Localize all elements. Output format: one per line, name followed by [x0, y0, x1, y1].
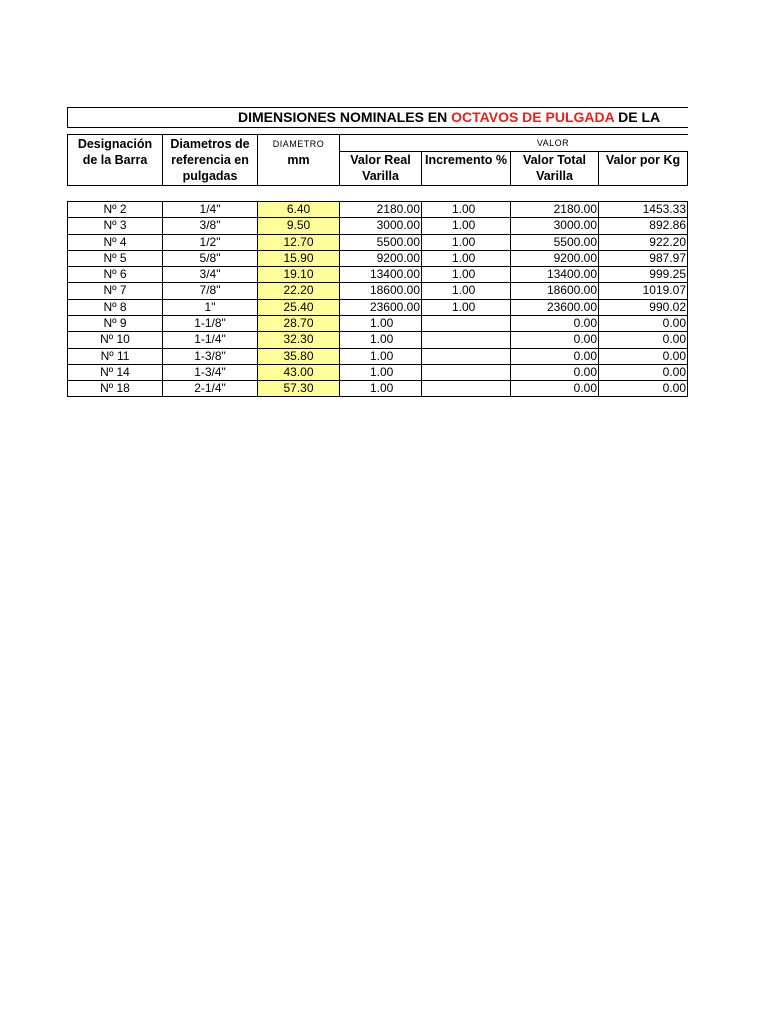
cell-pulgadas[interactable]: 2-1/4"	[163, 380, 258, 397]
header-diametros-line-2: referencia en	[171, 153, 249, 167]
cell-valor-kg[interactable]: 0.00	[599, 380, 688, 397]
header-diametro-top: DIAMETRO	[272, 139, 325, 149]
cell-valor-real[interactable]: 1.00	[340, 348, 422, 365]
cell-incremento[interactable]	[422, 348, 511, 365]
header-valor-kg-line-2: por Kg	[639, 153, 681, 167]
cell-valor-total[interactable]: 2180.00	[511, 201, 599, 218]
cell-valor-real[interactable]: 1.00	[340, 331, 422, 348]
cell-valor-kg[interactable]: 922.20	[599, 234, 688, 251]
cell-diametro-mm[interactable]: 32.30	[258, 331, 340, 348]
cell-barra[interactable]: Nº 2	[67, 201, 163, 218]
cell-diametro-mm[interactable]: 22.20	[258, 282, 340, 299]
cell-barra[interactable]: Nº 7	[67, 282, 163, 299]
table-body	[67, 201, 688, 397]
table-row	[67, 234, 688, 250]
cell-incremento[interactable]	[422, 364, 511, 381]
cell-valor-total[interactable]: 13400.00	[511, 266, 599, 283]
cell-incremento[interactable]	[422, 315, 511, 332]
cell-valor-real[interactable]: 1.00	[340, 364, 422, 381]
title-part-1: DIMENSIONES NOMINALES EN	[238, 109, 452, 125]
cell-pulgadas[interactable]: 1-3/4"	[163, 364, 258, 381]
cell-valor-total[interactable]: 3000.00	[511, 217, 599, 234]
table-row	[67, 380, 688, 396]
cell-barra[interactable]: Nº 3	[67, 217, 163, 234]
header-valor-real[interactable]	[340, 151, 422, 186]
header-valor-real-line-2: Varilla	[362, 169, 399, 183]
cell-valor-kg[interactable]: 1453.33	[599, 201, 688, 218]
cell-valor-real[interactable]: 13400.00	[340, 266, 422, 283]
cell-valor-kg[interactable]: 0.00	[599, 331, 688, 348]
cell-valor-real[interactable]: 9200.00	[340, 250, 422, 267]
table-row	[67, 331, 688, 347]
header-valor-real-line-1: Valor Real	[350, 153, 411, 167]
header-diametros-line-3: pulgadas	[182, 169, 238, 183]
cell-incremento[interactable]	[422, 380, 511, 397]
cell-pulgadas[interactable]: 5/8"	[163, 250, 258, 267]
cell-barra[interactable]: Nº 8	[67, 299, 163, 316]
cell-barra[interactable]: Nº 14	[67, 364, 163, 381]
cell-pulgadas[interactable]: 1-1/8"	[163, 315, 258, 332]
header-designacion-line-2: de la Barra	[82, 153, 148, 167]
cell-valor-kg[interactable]: 0.00	[599, 315, 688, 332]
cell-diametro-mm[interactable]: 6.40	[258, 201, 340, 218]
cell-valor-kg[interactable]: 999.25	[599, 266, 688, 283]
cell-valor-kg[interactable]: 990.02	[599, 299, 688, 316]
cell-diametro-mm[interactable]: 25.40	[258, 299, 340, 316]
cell-incremento[interactable]: 1.00	[422, 234, 511, 251]
header-incremento[interactable]	[422, 151, 511, 186]
cell-incremento[interactable]: 1.00	[422, 299, 511, 316]
cell-valor-total[interactable]: 0.00	[511, 331, 599, 348]
cell-valor-total[interactable]: 23600.00	[511, 299, 599, 316]
table-header	[67, 134, 688, 186]
cell-diametro-mm[interactable]: 35.80	[258, 348, 340, 365]
cell-valor-total[interactable]: 0.00	[511, 315, 599, 332]
header-diametro-mm[interactable]	[258, 134, 340, 186]
header-designacion-line-1: Designación	[77, 137, 153, 151]
cell-incremento[interactable]: 1.00	[422, 266, 511, 283]
cell-barra[interactable]: Nº 11	[67, 348, 163, 365]
table-title[interactable]	[67, 107, 688, 128]
cell-valor-real[interactable]: 1.00	[340, 315, 422, 332]
table-row	[67, 282, 688, 298]
header-valor-kg[interactable]	[599, 151, 688, 186]
cell-incremento[interactable]: 1.00	[422, 201, 511, 218]
header-valor-kg-line-1: Valor	[605, 153, 637, 167]
cell-barra[interactable]: Nº 5	[67, 250, 163, 267]
cell-valor-kg[interactable]: 0.00	[599, 348, 688, 365]
cell-diametro-mm[interactable]: 19.10	[258, 266, 340, 283]
cell-diametro-mm[interactable]: 28.70	[258, 315, 340, 332]
cell-diametro-mm[interactable]: 43.00	[258, 364, 340, 381]
cell-valor-total[interactable]: 18600.00	[511, 282, 599, 299]
cell-valor-total[interactable]: 0.00	[511, 348, 599, 365]
cell-diametro-mm[interactable]: 9.50	[258, 217, 340, 234]
cell-diametro-mm[interactable]: 15.90	[258, 250, 340, 267]
header-valor-total-line-2: Total Varilla	[536, 153, 586, 183]
cell-valor-kg[interactable]: 0.00	[599, 364, 688, 381]
cell-valor-total[interactable]: 5500.00	[511, 234, 599, 251]
cell-incremento[interactable]: 1.00	[422, 250, 511, 267]
cell-incremento[interactable]: 1.00	[422, 217, 511, 234]
cell-pulgadas[interactable]: 1"	[163, 299, 258, 316]
cell-valor-real[interactable]: 3000.00	[340, 217, 422, 234]
header-valor-total-line-1: Valor	[523, 153, 554, 167]
table-row	[67, 364, 688, 380]
table-row	[67, 201, 688, 217]
cell-barra[interactable]: Nº 18	[67, 380, 163, 397]
cell-pulgadas[interactable]: 1-3/8"	[163, 348, 258, 365]
title-part-2-highlighted: OCTAVOS DE PULGADA	[451, 109, 615, 125]
cell-valor-real[interactable]: 23600.00	[340, 299, 422, 316]
table-row	[67, 250, 688, 266]
cell-barra[interactable]: Nº 9	[67, 315, 163, 332]
cell-pulgadas[interactable]: 7/8"	[163, 282, 258, 299]
cell-valor-total[interactable]: 9200.00	[511, 250, 599, 267]
cell-barra[interactable]: Nº 10	[67, 331, 163, 348]
cell-diametro-mm[interactable]: 57.30	[258, 380, 340, 397]
cell-valor-total[interactable]: 0.00	[511, 364, 599, 381]
header-diametros-pulgadas[interactable]	[163, 134, 258, 186]
cell-barra[interactable]: Nº 4	[67, 234, 163, 251]
table-row	[67, 217, 688, 233]
cell-valor-kg[interactable]: 892.86	[599, 217, 688, 234]
cell-valor-real[interactable]: 18600.00	[340, 282, 422, 299]
cell-valor-kg[interactable]: 1019.07	[599, 282, 688, 299]
cell-valor-real[interactable]: 2180.00	[340, 201, 422, 218]
header-designacion[interactable]	[67, 134, 163, 186]
table-row	[67, 266, 688, 282]
cell-pulgadas[interactable]: 3/4"	[163, 266, 258, 283]
cell-pulgadas[interactable]: 1-1/4"	[163, 331, 258, 348]
cell-valor-total[interactable]: 0.00	[511, 380, 599, 397]
header-diametros-line-1: Diametros de	[170, 137, 250, 151]
cell-pulgadas[interactable]: 1/2"	[163, 234, 258, 251]
table-row	[67, 348, 688, 364]
cell-diametro-mm[interactable]: 12.70	[258, 234, 340, 251]
header-diametro-unit: mm	[287, 153, 310, 167]
title-part-3: DE LA	[614, 109, 661, 125]
header-incremento-line-2: %	[495, 153, 507, 167]
cell-incremento[interactable]	[422, 331, 511, 348]
header-incremento-line-1: Incremento	[425, 153, 493, 167]
cell-pulgadas[interactable]: 1/4"	[163, 201, 258, 218]
table-row	[67, 299, 688, 315]
cell-barra[interactable]: Nº 6	[67, 266, 163, 283]
cell-valor-real[interactable]: 1.00	[340, 380, 422, 397]
cell-pulgadas[interactable]: 3/8"	[163, 217, 258, 234]
header-valor-group[interactable]: VALOR	[340, 134, 688, 152]
table-row	[67, 315, 688, 331]
spreadsheet-sheet	[67, 107, 688, 399]
cell-valor-kg[interactable]: 987.97	[599, 250, 688, 267]
cell-valor-real[interactable]: 5500.00	[340, 234, 422, 251]
header-valor-total[interactable]	[511, 151, 599, 186]
cell-incremento[interactable]: 1.00	[422, 282, 511, 299]
